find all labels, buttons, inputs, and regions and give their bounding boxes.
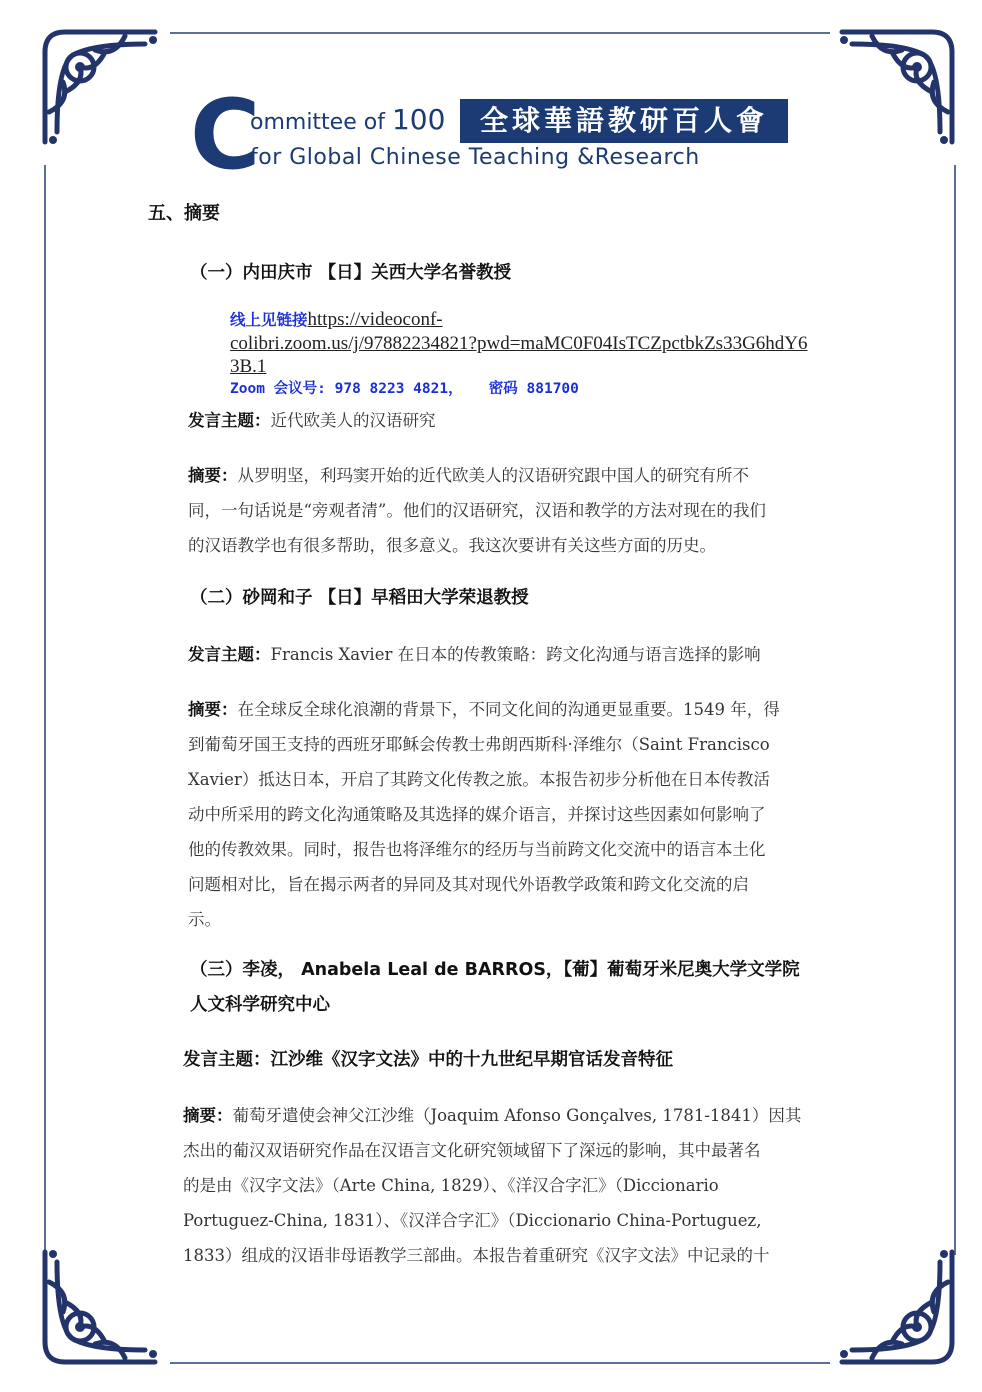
logo-line1: [250, 103, 445, 136]
abstract-line: 示。: [188, 910, 221, 929]
speaker3-abstract: [183, 1098, 833, 1273]
logo-c-letter: C: [190, 79, 261, 191]
abstract-line: 杰出的葡汉双语研究作品在汉语言文化研究领域留下了深远的影响，其中最著名: [183, 1141, 761, 1160]
abstract-label: 摘要：: [188, 466, 238, 485]
frame-top-line: [170, 32, 830, 34]
logo-line2: for Global Chinese Teaching &Research: [250, 145, 700, 170]
abstract-line: Xavier）抵达日本，开启了其跨文化传教之旅。本报告初步分析他在日本传教活: [188, 770, 770, 789]
speaker2-heading: （二）砂岡和子 【日】早稻田大学荣退教授: [190, 588, 529, 608]
zoom-link-part1[interactable]: https://videoconf-: [307, 309, 443, 330]
abstract-line: 他的传教效果。同时，报告也将泽维尔的经历与当前跨文化交流中的语言本土化: [188, 840, 766, 859]
corner-ornament-top-left-icon: [35, 22, 165, 152]
speaker2-abstract: [188, 692, 838, 937]
abstract-label: 摘要：: [183, 1106, 233, 1125]
topic-label: 发言主题：: [188, 645, 271, 664]
committee-logo: [190, 79, 790, 191]
logo-chinese-banner: 全球華語教研百人會: [460, 99, 788, 143]
abstract-line: 的汉语教学也有很多帮助，很多意义。我这次要讲有关这些方面的历史。: [188, 536, 716, 555]
topic-text: 江沙维《汉字文法》中的十九世纪早期官话发音特征: [270, 1050, 673, 1070]
topic-text: Francis Xavier 在日本的传教策略：跨文化沟通与语言选择的影响: [270, 645, 761, 664]
speaker3-heading-line1: （三）李凌， Anabela Leal de BARROS，【葡】葡萄牙米尼奥大学文学院: [190, 960, 800, 980]
speaker3-topic: [183, 1043, 673, 1078]
speaker2-topic: [188, 637, 761, 672]
abstract-line: Portuguez-China, 1831）、《汉洋合字汇》（Diccionario China-Portuguez,: [183, 1211, 762, 1230]
corner-ornament-top-right-icon: [832, 22, 962, 152]
abstract-line: 到葡萄牙国王支持的西班牙耶稣会传教士弗朗西斯科·泽维尔（Saint Francisco: [188, 735, 770, 754]
topic-label: 发言主题：: [188, 411, 271, 430]
speaker1-abstract: [188, 458, 838, 563]
topic-text: 近代欧美人的汉语研究: [270, 411, 436, 430]
section-title: 五、摘要: [148, 203, 220, 224]
abstract-line: 在全球反全球化浪潮的背景下，不同文化间的沟通更显重要。1549 年，得: [237, 700, 780, 719]
speaker1-heading: （一）内田庆市 【日】关西大学名誉教授: [190, 263, 512, 283]
abstract-line: 问题相对比，旨在揭示两者的异同及其对现代外语教学政策和跨文化交流的启: [188, 875, 749, 894]
speaker1-link-block: [230, 308, 840, 401]
topic-label: 发言主题：: [183, 1050, 271, 1070]
zoom-link-part2[interactable]: colibri.zoom.us/j/97882234821?pwd=maMC0F04IsTCZpctbkZs33G6hdY6: [230, 333, 808, 354]
frame-bottom-line: [170, 1362, 830, 1364]
zoom-link-part3[interactable]: 3B.1: [230, 356, 267, 377]
corner-ornament-bottom-right-icon: [832, 1242, 962, 1372]
abstract-line: 从罗明坚，利玛窦开始的近代欧美人的汉语研究跟中国人的研究有所不: [237, 466, 749, 485]
abstract-label: 摘要：: [188, 700, 238, 719]
frame-left-line: [44, 165, 46, 1255]
logo-line1-text: ommittee of: [250, 110, 392, 135]
abstract-line: 1833）组成的汉语非母语教学三部曲。本报告着重研究《汉字文法》中记录的十: [183, 1246, 770, 1265]
speaker3-heading-line2: 人文科学研究中心: [190, 995, 330, 1015]
link-label: 线上见链接: [230, 311, 308, 329]
abstract-line: 动中所采用的跨文化沟通策略及其选择的媒介语言，并探讨这些因素如何影响了: [188, 805, 766, 824]
logo-number: 100: [391, 103, 446, 136]
abstract-line: 葡萄牙遣使会神父江沙维（Joaquim Afonso Gonçalves, 1781-1841）因其: [232, 1106, 802, 1125]
corner-ornament-bottom-left-icon: [35, 1242, 165, 1372]
abstract-line: 同，一句话说是“旁观者清”。他们的汉语研究，汉语和教学的方法对现在的我们: [188, 501, 766, 520]
speaker1-topic: [188, 403, 436, 438]
zoom-meeting-info: Zoom 会议号: 978 8223 4821， 密码 881700: [230, 381, 579, 397]
frame-right-line: [954, 165, 956, 1255]
abstract-line: 的是由《汉字文法》（Arte China, 1829）、《洋汉合字汇》（Diccionario: [183, 1176, 719, 1195]
